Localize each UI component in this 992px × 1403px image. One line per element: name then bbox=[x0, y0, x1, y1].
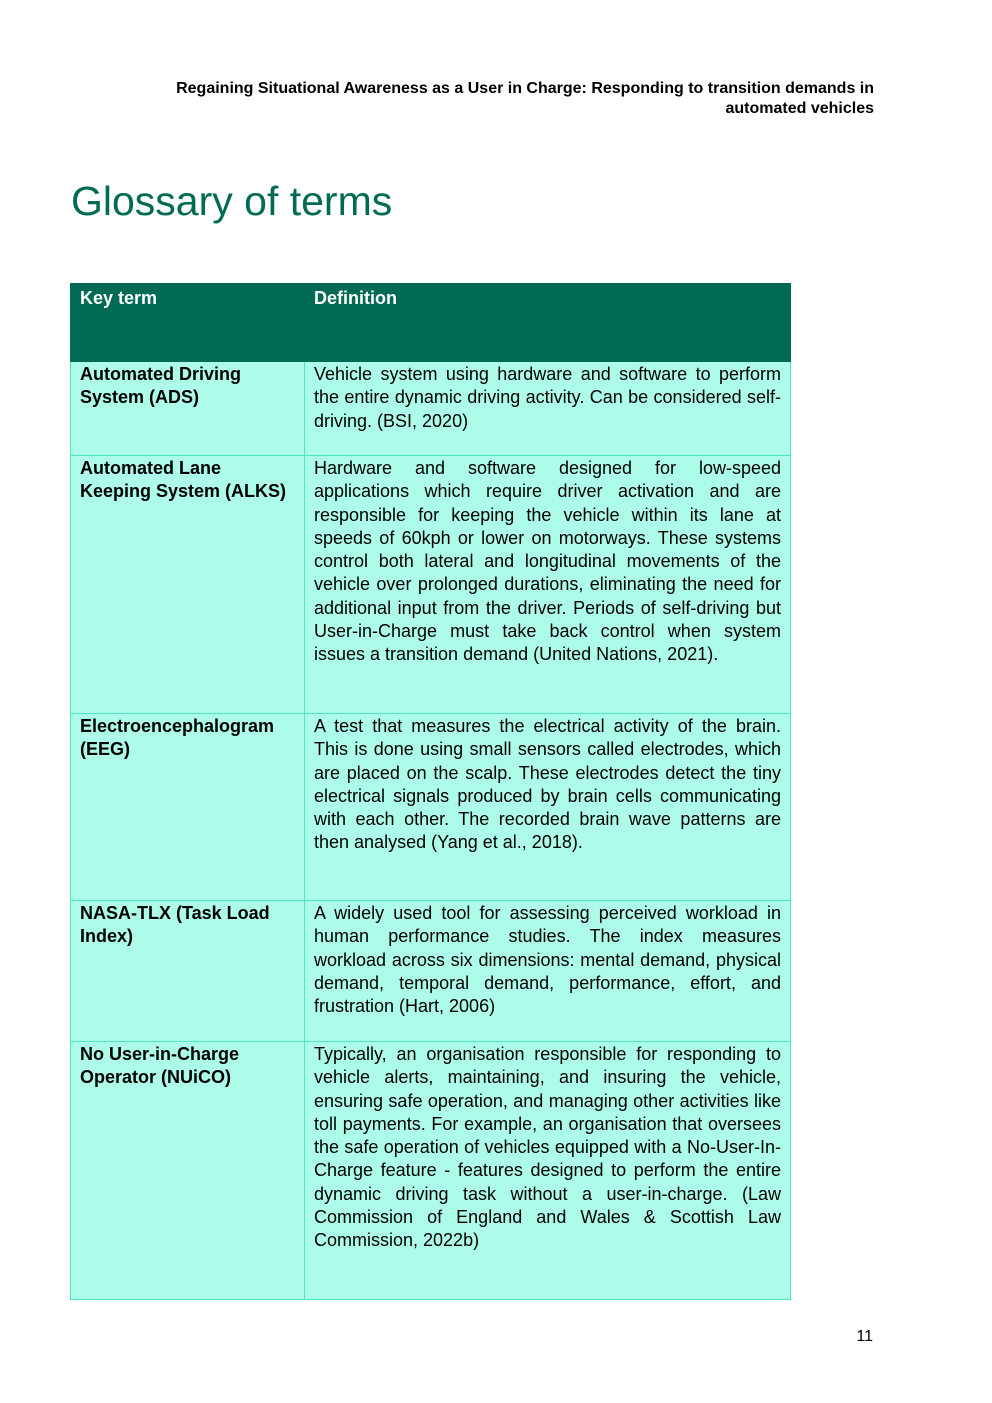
column-header-definition: Definition bbox=[305, 284, 791, 362]
table-row bbox=[71, 362, 791, 456]
definition-cell: Vehicle system using hardware and software to perform the entire dynamic driving activity. Can be considered self-driving. (BSI, 2020) bbox=[305, 362, 791, 456]
definition-cell: A widely used tool for assessing perceived workload in human performance studies. The index measures workload across six dimensions: mental demand, physical demand, temporal demand, performance, effort, and frustration (Hart, 2006) bbox=[305, 901, 791, 1042]
term-cell: Automated Driving System (ADS) bbox=[71, 362, 305, 456]
term-cell: NASA-TLX (Task Load Index) bbox=[71, 901, 305, 1042]
page-number: 11 bbox=[856, 1328, 873, 1345]
table-row bbox=[71, 456, 791, 714]
glossary-table bbox=[70, 283, 791, 1300]
term-cell: No User-in-Charge Operator (NUiCO) bbox=[71, 1042, 305, 1300]
definition-cell: A test that measures the electrical activity of the brain. This is done using small sensors called electrodes, which are placed on the scalp. These electrodes detect the tiny electrical signals produced by brain cells communicating with each other. The recorded brain wave patterns are then analysed (Yang et al., 2018). bbox=[305, 714, 791, 901]
table-row bbox=[71, 1042, 791, 1300]
term-cell: Electroencephalogram (EEG) bbox=[71, 714, 305, 901]
table-row bbox=[71, 901, 791, 1042]
table-header-row bbox=[71, 284, 791, 362]
running-header: Regaining Situational Awareness as a User in Charge: Responding to transition demands in automated vehicles bbox=[176, 80, 874, 117]
column-header-key-term: Key term bbox=[71, 284, 305, 362]
term-cell: Automated Lane Keeping System (ALKS) bbox=[71, 456, 305, 714]
definition-cell: Typically, an organisation responsible for responding to vehicle alerts, maintaining, and insuring the vehicle, ensuring safe operation, and managing other activities like toll payments. For example, an organisation that oversees the safe operation of vehicles equipped with a No-User-In-Charge feature - features designed to perform the entire dynamic driving task without a user-in-charge. (Law Commission of England and Wales & Scottish Law Commission, 2022b) bbox=[305, 1042, 791, 1300]
table-row bbox=[71, 714, 791, 901]
page-title: Glossary of terms bbox=[71, 178, 393, 224]
definition-cell: Hardware and software designed for low-speed applications which require driver activation and are responsible for keeping the vehicle within its lane at speeds of 60kph or lower on motorways. These systems control both lateral and longitudinal movements of the vehicle over prolonged durations, eliminating the need for additional input from the driver. Periods of self-driving but User-in-Charge must take back control when system issues a transition demand (United Nations, 2021). bbox=[305, 456, 791, 714]
